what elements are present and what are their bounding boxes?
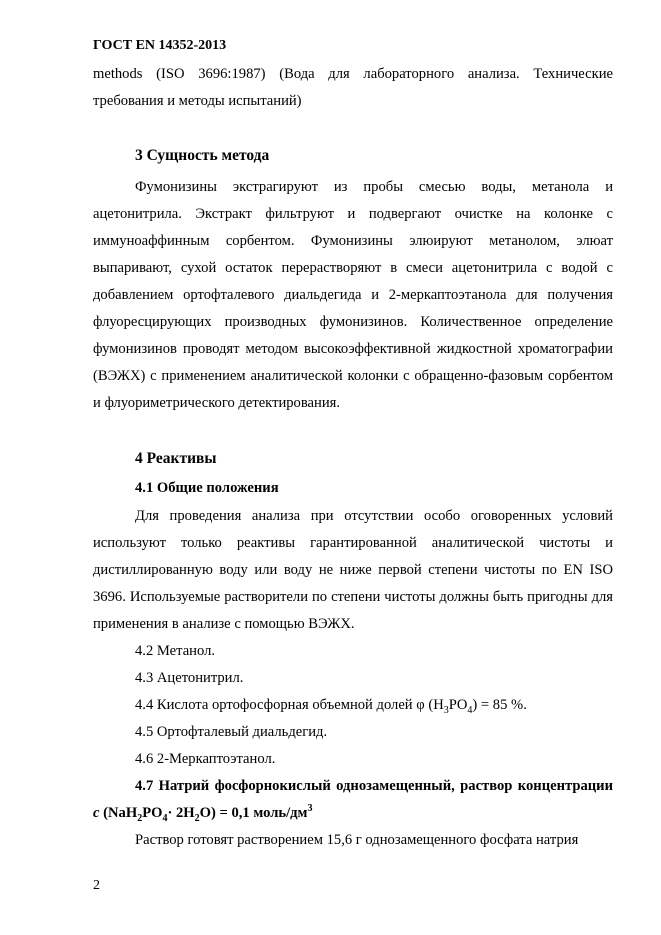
reagent-item-4-7-heading (93, 773, 613, 827)
item-4-7-formula-b: PO (142, 805, 163, 821)
page-number: 2 (93, 878, 100, 893)
section-3-paragraph: Фумонизины экстрагируют из пробы смесью воды, метанола и ацетонитрила. Экстракт фильтруют и подвергают очистке на колонке с иммуноаффинным сорбентом. Фумонизины элюируют метанолом, элюат выпаривают, сухой остаток перерастворяют в смеси ацетонитрила с водой с добавлением ортофталевого диальдегида и 2-меркаптоэтанола для получения флуоресцирующих производных фумонизинов. Количественное определение фумонизинов проводят методом высокоэффективной жидкостной хроматографии (ВЭЖХ) с применением аналитической колонки с обращенно-фазовым сорбентом и флуориметрического детектирования. (93, 179, 613, 411)
intro-continuation: methods (ISO 3696:1987) (Вода для лабораторного анализа. Технические требования и методы испытаний) (93, 66, 613, 109)
item-4-7-formula-d: O) = 0,1 моль/дм (199, 805, 308, 821)
item-4-4-value: ) = 85 %. (472, 697, 527, 713)
item-4-4-text: 4.4 Кислота ортофосфорная объемной долей φ (H (135, 697, 444, 713)
item-4-4-sub-4: 4 (467, 704, 473, 716)
section-3-heading: 3 Сущность метода (135, 147, 270, 164)
item-4-7-formula-a: (NaH (99, 805, 138, 821)
item-4-4-sub-3: 3 (443, 704, 449, 716)
section-4-heading: 4 Реактивы (135, 450, 217, 467)
reagent-item-4-4 (135, 697, 527, 714)
item-4-7-sub-a: 2 (137, 812, 143, 824)
item-4-7-symbol: c (93, 805, 100, 821)
item-4-7-sub-c: 2 (194, 812, 200, 824)
item-4-7-sup: 3 (307, 803, 313, 815)
standard-header: ГОСТ EN 14352-2013 (93, 38, 227, 53)
reagent-item-4-3: 4.3 Ацетонитрил. (135, 670, 244, 686)
item-4-7-text: 4.7 Натрий фосфорнокислый однозамещенный, раствор концентрации (135, 778, 613, 794)
item-4-7-sub-b: 4 (162, 812, 168, 824)
reagent-item-4-6: 4.6 2-Меркаптоэтанол. (135, 751, 276, 767)
reagent-item-4-5: 4.5 Ортофталевый диальдегид. (135, 724, 328, 740)
reagent-item-4-7-paragraph: Раствор готовят растворением 15,6 г однозамещенного фосфата натрия (135, 832, 579, 848)
item-4-7-formula-c: · 2H (167, 805, 195, 821)
subsection-4-1-heading: 4.1 Общие положения (135, 480, 279, 496)
subsection-4-1-paragraph: Для проведения анализа при отсутствии особо оговоренных условий используют только реактивы гарантированной аналитической чистоты и дистиллированную воду или воду не ниже первой степени чистоты по EN ISO 3696. Используемые растворители по степени чистоты должны быть пригодны для применения в анализе с помощью ВЭЖХ. (93, 508, 613, 632)
item-4-4-po: PO (448, 697, 468, 713)
reagent-item-4-2: 4.2 Метанол. (135, 643, 216, 659)
